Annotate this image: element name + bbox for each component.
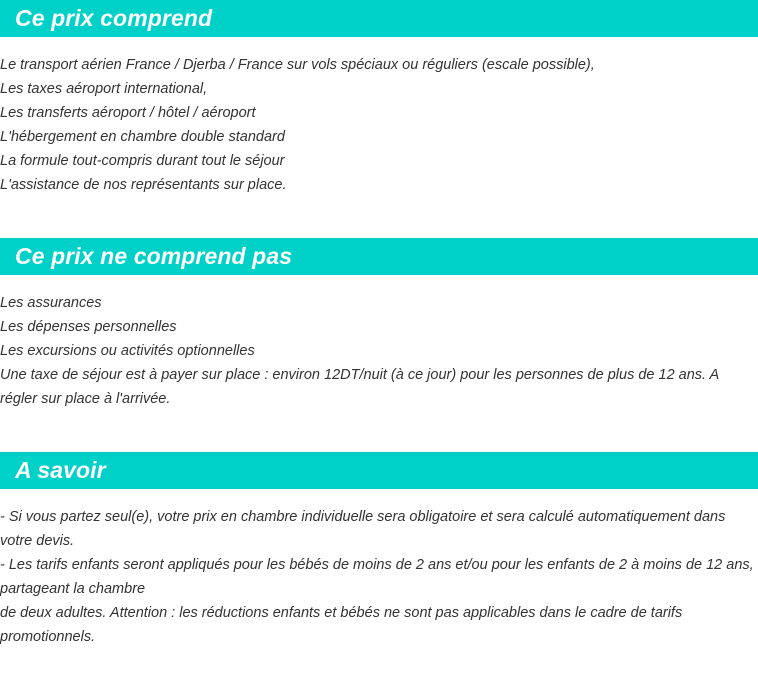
section-banner <box>0 452 758 489</box>
list-item: Les dépenses personnelles <box>0 319 177 335</box>
list-item: - Les tarifs enfants seront appliqués pour les bébés de moins de 2 ans et/ou pour les enfants de 2 à moins de 12 ans, partageant la chambre <box>0 557 754 597</box>
section-title: A savoir <box>15 457 106 483</box>
section-good-to-know <box>0 452 758 649</box>
section-content <box>0 37 758 197</box>
section-content <box>0 275 758 411</box>
list-item: - Si vous partez seul(e), votre prix en chambre individuelle sera obligatoire et sera calculé automatiquement dans votre devis. <box>0 509 726 549</box>
section-banner <box>0 0 758 37</box>
list-item: L'assistance de nos représentants sur place. <box>0 177 287 193</box>
list-item: La formule tout-compris durant tout le séjour <box>0 153 285 169</box>
section-banner <box>0 238 758 275</box>
list-item: Les taxes aéroport international, <box>0 81 208 97</box>
section-title: Ce prix ne comprend pas <box>15 243 293 269</box>
section-price-excludes <box>0 238 758 411</box>
section-price-includes <box>0 0 758 197</box>
list-item: Les excursions ou activités optionnelles <box>0 343 255 359</box>
list-item: Les transferts aéroport / hôtel / aéroport <box>0 105 256 121</box>
list-item: L'hébergement en chambre double standard <box>0 129 285 145</box>
section-title: Ce prix comprend <box>15 5 213 31</box>
section-content <box>0 489 758 649</box>
list-item: Les assurances <box>0 295 102 311</box>
list-item: de deux adultes. Attention : les réductions enfants et bébés ne sont pas applicables dans le cadre de tarifs promotionnels. <box>0 605 683 645</box>
list-item: Le transport aérien France / Djerba / France sur vols spéciaux ou réguliers (escale possible), <box>0 57 595 73</box>
list-item: Une taxe de séjour est à payer sur place : environ 12DT/nuit (à ce jour) pour les personnes de plus de 12 ans. A régler sur place à l'arrivée. <box>0 367 719 407</box>
